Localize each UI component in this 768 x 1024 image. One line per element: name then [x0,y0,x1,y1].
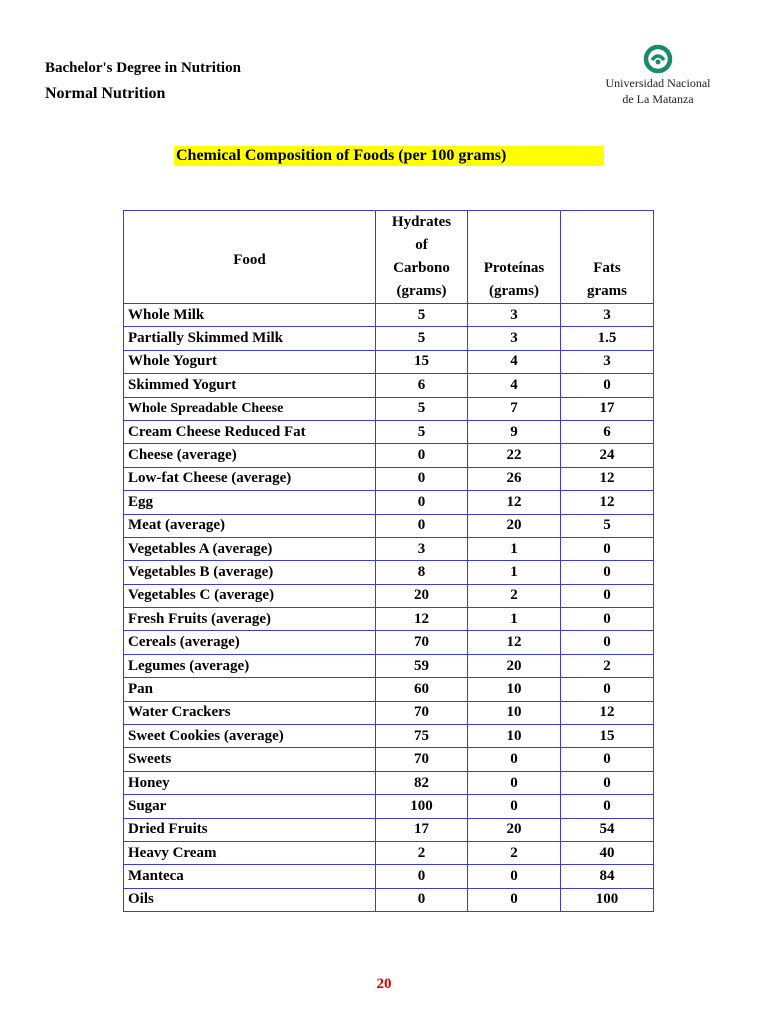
food-cell: Whole Yogurt [124,350,376,373]
proteins-cell: 3 [468,304,561,327]
fats-cell: 12 [561,467,654,490]
food-cell: Vegetables A (average) [124,537,376,560]
table-row [124,608,654,631]
proteins-cell: 10 [468,678,561,701]
header-food [124,211,376,304]
food-cell: Cream Cheese Reduced Fat [124,420,376,443]
proteins-cell: 4 [468,374,561,397]
carbs-cell: 17 [376,818,468,841]
header-fats-line2: grams [587,283,627,299]
fats-cell: 5 [561,514,654,537]
header-carbs-line3: Carbono [393,260,450,276]
proteins-cell: 10 [468,725,561,748]
table-row [124,725,654,748]
food-cell: Honey [124,771,376,794]
composition-table [123,210,654,912]
table-row [124,841,654,864]
food-cell: Oils [124,888,376,911]
carbs-cell: 8 [376,561,468,584]
proteins-cell: 10 [468,701,561,724]
carbs-cell: 100 [376,795,468,818]
proteins-cell: 0 [468,795,561,818]
food-cell: Sugar [124,795,376,818]
carbs-cell: 0 [376,514,468,537]
header-carbs-line4: (grams) [396,283,447,299]
table-row [124,818,654,841]
carbs-cell: 0 [376,888,468,911]
header-food-label: Food [233,251,266,268]
proteins-cell: 1 [468,608,561,631]
carbs-cell: 59 [376,654,468,677]
table-row [124,537,654,560]
carbs-cell: 5 [376,420,468,443]
fats-cell: 0 [561,561,654,584]
header-carbohydrates [376,211,468,304]
table-row [124,514,654,537]
food-cell: Vegetables B (average) [124,561,376,584]
food-cell: Low-fat Cheese (average) [124,467,376,490]
table-row [124,888,654,911]
food-cell: Water Crackers [124,701,376,724]
food-cell: Egg [124,491,376,514]
food-cell: Legumes (average) [124,654,376,677]
university-name-line2: de La Matanza [622,92,694,106]
proteins-cell: 9 [468,420,561,443]
proteins-cell: 4 [468,350,561,373]
carbs-cell: 0 [376,865,468,888]
header-proteins-line1: Proteínas [483,260,545,276]
table-row [124,467,654,490]
carbs-cell: 15 [376,350,468,373]
table-row [124,327,654,350]
carbs-cell: 0 [376,467,468,490]
carbs-cell: 5 [376,327,468,350]
fats-cell: 2 [561,654,654,677]
fats-cell: 0 [561,678,654,701]
carbs-cell: 60 [376,678,468,701]
carbs-cell: 70 [376,701,468,724]
carbs-cell: 0 [376,444,468,467]
fats-cell: 54 [561,818,654,841]
carbs-cell: 75 [376,725,468,748]
proteins-cell: 2 [468,584,561,607]
proteins-cell: 1 [468,537,561,560]
proteins-cell: 0 [468,771,561,794]
table-row [124,771,654,794]
table-row [124,491,654,514]
table-row [124,631,654,654]
table-body [124,304,654,912]
carbs-cell: 6 [376,374,468,397]
proteins-cell: 20 [468,654,561,677]
table-row [124,304,654,327]
header-proteins-line2: (grams) [489,283,539,299]
carbs-cell: 70 [376,631,468,654]
carbs-cell: 2 [376,841,468,864]
food-cell: Cheese (average) [124,444,376,467]
fats-cell: 0 [561,631,654,654]
fats-cell: 17 [561,397,654,420]
food-cell: Pan [124,678,376,701]
fats-cell: 6 [561,420,654,443]
table-row [124,865,654,888]
carbs-cell: 3 [376,537,468,560]
fats-cell: 1.5 [561,327,654,350]
table-row [124,374,654,397]
fats-cell: 0 [561,748,654,771]
table-row [124,350,654,373]
food-cell: Heavy Cream [124,841,376,864]
proteins-cell: 22 [468,444,561,467]
proteins-cell: 20 [468,514,561,537]
table-row [124,584,654,607]
table-row [124,397,654,420]
food-cell: Partially Skimmed Milk [124,327,376,350]
table-row [124,561,654,584]
table-row [124,654,654,677]
fats-cell: 15 [561,725,654,748]
degree-name: Bachelor's Degree in Nutrition [45,60,241,76]
food-cell: Sweets [124,748,376,771]
proteins-cell: 0 [468,888,561,911]
food-cell: Whole Spreadable Cheese [124,397,376,420]
carbs-cell: 12 [376,608,468,631]
food-cell: Skimmed Yogurt [124,374,376,397]
fats-cell: 0 [561,374,654,397]
food-cell: Meat (average) [124,514,376,537]
proteins-cell: 0 [468,748,561,771]
proteins-cell: 3 [468,327,561,350]
proteins-cell: 20 [468,818,561,841]
proteins-cell: 12 [468,631,561,654]
table-row [124,748,654,771]
table-row [124,795,654,818]
carbs-cell: 70 [376,748,468,771]
university-logo-icon [643,44,673,74]
fats-cell: 100 [561,888,654,911]
proteins-cell: 1 [468,561,561,584]
food-cell: Vegetables C (average) [124,584,376,607]
food-cell: Fresh Fruits (average) [124,608,376,631]
table-header-row [124,211,654,304]
proteins-cell: 26 [468,467,561,490]
university-logo [598,44,718,106]
proteins-cell: 12 [468,491,561,514]
table-row [124,420,654,443]
proteins-cell: 2 [468,841,561,864]
carbs-cell: 5 [376,304,468,327]
fats-cell: 0 [561,608,654,631]
fats-cell: 0 [561,795,654,818]
header-fats-line1: Fats [593,260,621,276]
carbs-cell: 0 [376,491,468,514]
document-header [45,58,241,107]
course-name: Normal Nutrition [45,85,166,102]
carbs-cell: 82 [376,771,468,794]
header-carbs-line2: of [415,237,428,253]
fats-cell: 40 [561,841,654,864]
table-row [124,701,654,724]
proteins-cell: 0 [468,865,561,888]
fats-cell: 0 [561,537,654,560]
food-cell: Sweet Cookies (average) [124,725,376,748]
table-row [124,444,654,467]
carbs-cell: 20 [376,584,468,607]
carbs-cell: 5 [376,397,468,420]
fats-cell: 3 [561,304,654,327]
fats-cell: 84 [561,865,654,888]
university-name-line1: Universidad Nacional [605,76,711,90]
header-carbs-line1: Hydrates [391,214,452,230]
page-number: 20 [376,976,392,992]
table-row [124,678,654,701]
fats-cell: 12 [561,491,654,514]
header-fats [561,211,654,304]
fats-cell: 12 [561,701,654,724]
document-title: Chemical Composition of Foods (per 100 grams) [174,146,604,166]
fats-cell: 24 [561,444,654,467]
food-cell: Dried Fruits [124,818,376,841]
fats-cell: 3 [561,350,654,373]
header-proteins [468,211,561,304]
fats-cell: 0 [561,771,654,794]
food-cell: Whole Milk [124,304,376,327]
food-cell: Manteca [124,865,376,888]
proteins-cell: 7 [468,397,561,420]
fats-cell: 0 [561,584,654,607]
food-cell: Cereals (average) [124,631,376,654]
